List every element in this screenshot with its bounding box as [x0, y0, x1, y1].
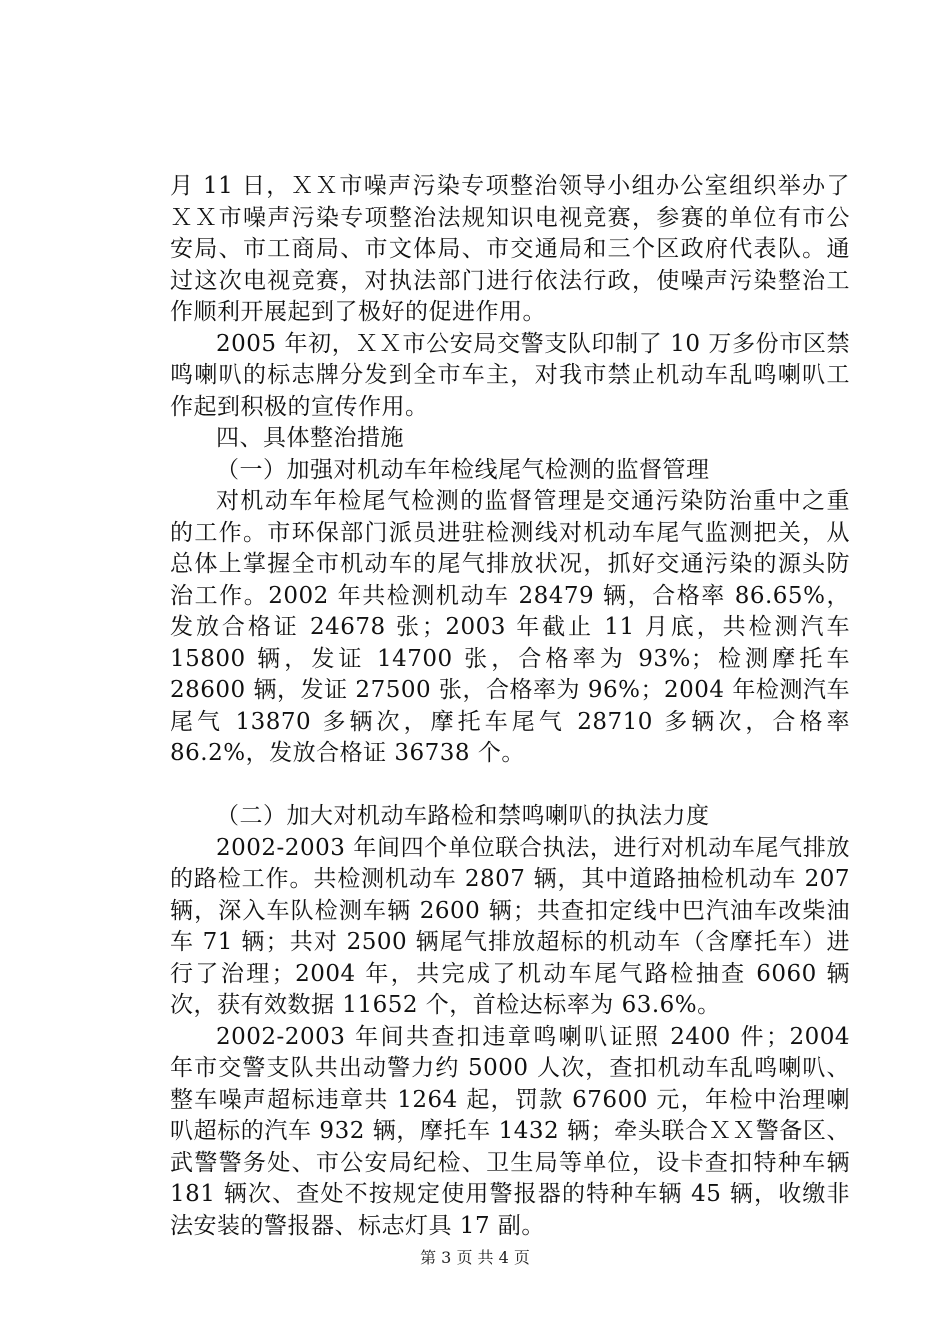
paragraph-road-inspection: 2002-2003 年间四个单位联合执法，进行对机动车尾气排放的路检工作。共检测机动车 2807 辆，其中道路抽检机动车 207 辆，深入车队检测车辆 2600 辆；共查扣定线中巴汽油车改柴油车 71 辆；共对 2500 辆尾气排放超标的机动车（含摩托车）进行了治理；2004 年，共完成了机动车尾气路检抽查 6060 辆次，获有效数据 11652 个，首检达标率为 63.6%。	[170, 834, 850, 1018]
section-heading-measures: 四、具体整治措施	[216, 425, 404, 451]
paragraph-horn-enforcement: 2002-2003 年间共查扣违章鸣喇叭证照 2400 件；2004 年市交警支队共出动警力约 5000 人次，查扣机动车乱鸣喇叭、整车噪声超标违章共 1264 起，罚款 67600 元，年检中治理喇叭超标的汽车 932 辆，摩托车 1432 辆；牵头联合ＸＸ警备区、武警警务处、市公安局纪检、卫生局等单位，设卡查扣特种车辆 181 辆次、查处不按规定使用警报器的特种车辆 45 辆，收缴非法安装的警报器、标志灯具 17 副。	[170, 1023, 850, 1239]
page-footer: 第 3 页 共 4 页	[420, 1248, 530, 1267]
subsection-heading-road-inspection: （二）加大对机动车路检和禁鸣喇叭的执法力度	[216, 803, 710, 829]
subsection-heading-annual-inspection: （一）加强对机动车年检线尾气检测的监督管理	[216, 456, 710, 483]
paragraph-tv-contest: 月 11 日，ＸＸ市噪声污染专项整治领导小组办公室组织举办了ＸＸ市噪声污染专项整治法规知识电视竞赛，参赛的单位有市公安局、市工商局、市文体局、市交通局和三个区政府代表队。通过这次电视竞赛，对执法部门进行依法行政，使噪声污染整治工作顺利开展起到了极好的促进作用。	[170, 173, 850, 325]
paragraph-2005-signs: 2005 年初，ＸＸ市公安局交警支队印制了 10 万多份市区禁鸣喇叭的标志牌分发到全市车主，对我市禁止机动车乱鸣喇叭工作起到积极的宣传作用。	[170, 330, 850, 420]
document-body	[170, 171, 850, 1242]
paragraph-annual-inspection: 对机动车年检尾气检测的监督管理是交通污染防治重中之重的工作。市环保部门派员进驻检测线对机动车尾气监测把关，从总体上掌握全市机动车的尾气排放状况，抓好交通污染的源头防治工作。2002 年共检测机动车 28479 辆，合格率 86.65%，发放合格证 24678 张；2003 年截止 11 月底，共检测汽车 15800 辆，发证 14700 张，合格率为 93%；检测摩托车 28600 辆，发证 27500 张，合格率为 96%；2004 年检测汽车尾气 13870 多辆次，摩托车尾气 28710 多辆次，合格率 86.2%，发放合格证 36738 个。	[170, 488, 850, 766]
blank-line	[170, 770, 850, 802]
